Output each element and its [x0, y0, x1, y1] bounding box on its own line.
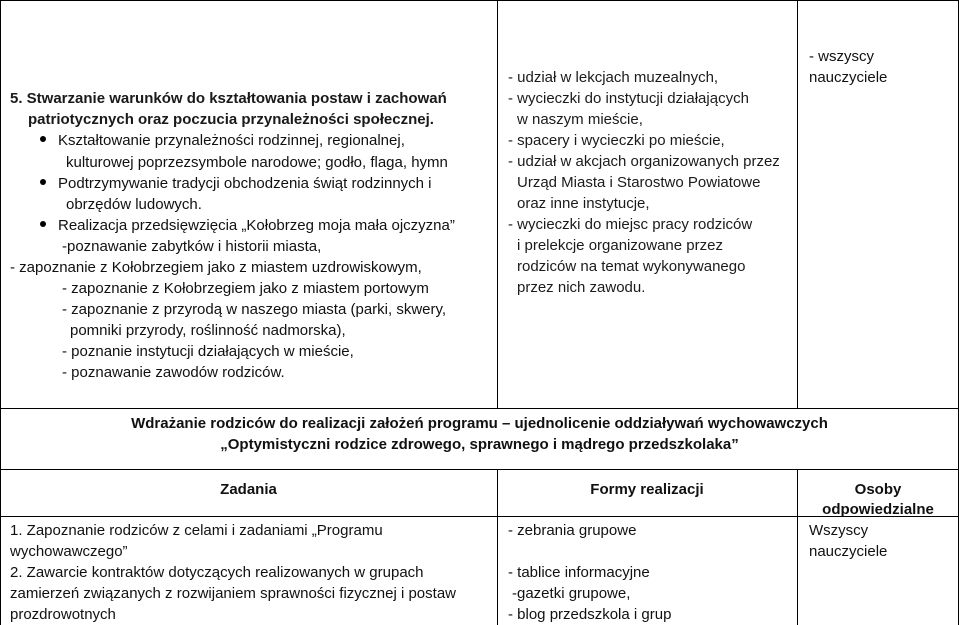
header-responsible-line-2: odpowiedzialne — [822, 501, 934, 518]
form-item-1: - zebrania grupowe — [508, 522, 637, 539]
bullet-dot-icon — [40, 136, 46, 142]
top-table-top-border — [0, 0, 959, 1]
banner-line-2-text: „Optymistyczni rodzice zdrowego, sprawnego i mądrego przedszkolaka” — [220, 436, 739, 453]
activity-line-c: - zapoznanie z Kołobrzegiem jako z miastem portowym — [62, 280, 429, 297]
form-line-8: - wycieczki do miejsc pracy rodziców — [508, 216, 753, 233]
activity-line-f: - poznanie instytucji działających w mieście, — [62, 343, 354, 360]
top-table-divider-1 — [497, 0, 498, 408]
bullet-dot-icon — [40, 179, 46, 185]
bullet-item-1 — [40, 130, 405, 151]
bullet-2-line-1: Podtrzymywanie tradycji obchodzenia świąt rodzinnych i — [58, 175, 432, 192]
activity-line-g: - poznawanie zawodów rodziców. — [62, 364, 285, 381]
form-item-3: -gazetki grupowe, — [512, 585, 631, 602]
form-line-5: - udział w akcjach organizowanych przez — [508, 153, 780, 170]
banner-line-1 — [0, 413, 959, 434]
activity-line-d: - zapoznanie z przyrodą w naszego miasta (parki, skwery, — [62, 301, 447, 318]
responsible-line-2: nauczyciele — [809, 69, 888, 86]
header-forms: Formy realizacji — [590, 481, 704, 498]
form-line-7: oraz inne instytucje, — [517, 195, 650, 212]
top-table-divider-2 — [797, 0, 798, 408]
bullet-item-2 — [40, 173, 432, 194]
bullet-3-line-1: Realizacja przedsięwzięcia „Kołobrzeg moja mała ojczyzna” — [58, 217, 455, 234]
banner-line-1-text: Wdrażanie rodziców do realizacji założeń programu – ujednolicenie oddziaływań wychowawczych — [131, 415, 828, 432]
responsible-item-1: Wszyscy — [809, 522, 869, 539]
banner-line-2 — [0, 434, 959, 455]
bullet-item-3 — [40, 215, 455, 236]
section-title-line-1: 5. Stwarzanie warunków do kształtowania postaw i zachowań — [10, 90, 447, 107]
task-1-line-1: 1. Zapoznanie rodziców z celami i zadaniami „Programu — [10, 522, 383, 539]
banner-bottom-border — [0, 469, 959, 470]
form-line-4: - spacery i wycieczki po mieście, — [508, 132, 725, 149]
form-line-6: Urząd Miasta i Starostwo Powiatowe — [517, 174, 761, 191]
form-line-3: w naszym mieście, — [517, 111, 643, 128]
form-line-9: i prelekcje organizowane przez — [517, 237, 723, 254]
top-table-left-border — [0, 0, 1, 408]
header-responsible-line-1: Osoby — [854, 481, 902, 498]
form-line-1: - udział w lekcjach muzealnych, — [508, 69, 719, 86]
form-line-2: - wycieczki do instytucji działających — [508, 90, 749, 107]
form-line-10: rodziców na temat wykonywanego — [517, 258, 746, 275]
bottom-table-top-border — [0, 408, 959, 409]
task-2-line-2: zamierzeń związanych z rozwijaniem sprawności fizycznej i postaw — [10, 585, 456, 602]
bullet-2-line-2: obrzędów ludowych. — [66, 196, 202, 213]
activity-line-a: -poznawanie zabytków i historii miasta, — [62, 238, 322, 255]
task-1-line-2: wychowawczego” — [10, 543, 128, 560]
form-item-4: - blog przedszkola i grup — [508, 606, 672, 623]
header-tasks: Zadania — [220, 481, 277, 498]
responsible-line-1: - wszyscy — [809, 48, 874, 65]
form-item-2: - tablice informacyjne — [508, 564, 650, 581]
responsible-item-2: nauczyciele — [809, 543, 888, 560]
form-line-11: przez nich zawodu. — [517, 279, 646, 296]
section-title-line-2: patriotycznych oraz poczucia przynależności społecznej. — [28, 111, 434, 128]
task-2-line-3: prozdrowotnych — [10, 606, 116, 623]
task-2-line-1: 2. Zawarcie kontraktów dotyczących realizowanych w grupach — [10, 564, 424, 581]
bullet-1-line-2: kulturowej poprzezsymbole narodowe; godło, flaga, hymn — [66, 154, 448, 171]
bullet-1-line-1: Kształtowanie przynależności rodzinnej, regionalnej, — [58, 132, 405, 149]
activity-line-b: - zapoznanie z Kołobrzegiem jako z miastem uzdrowiskowym, — [10, 259, 422, 276]
activity-line-e: pomniki przyrody, roślinność nadmorska), — [70, 322, 346, 339]
bullet-dot-icon — [40, 221, 46, 227]
